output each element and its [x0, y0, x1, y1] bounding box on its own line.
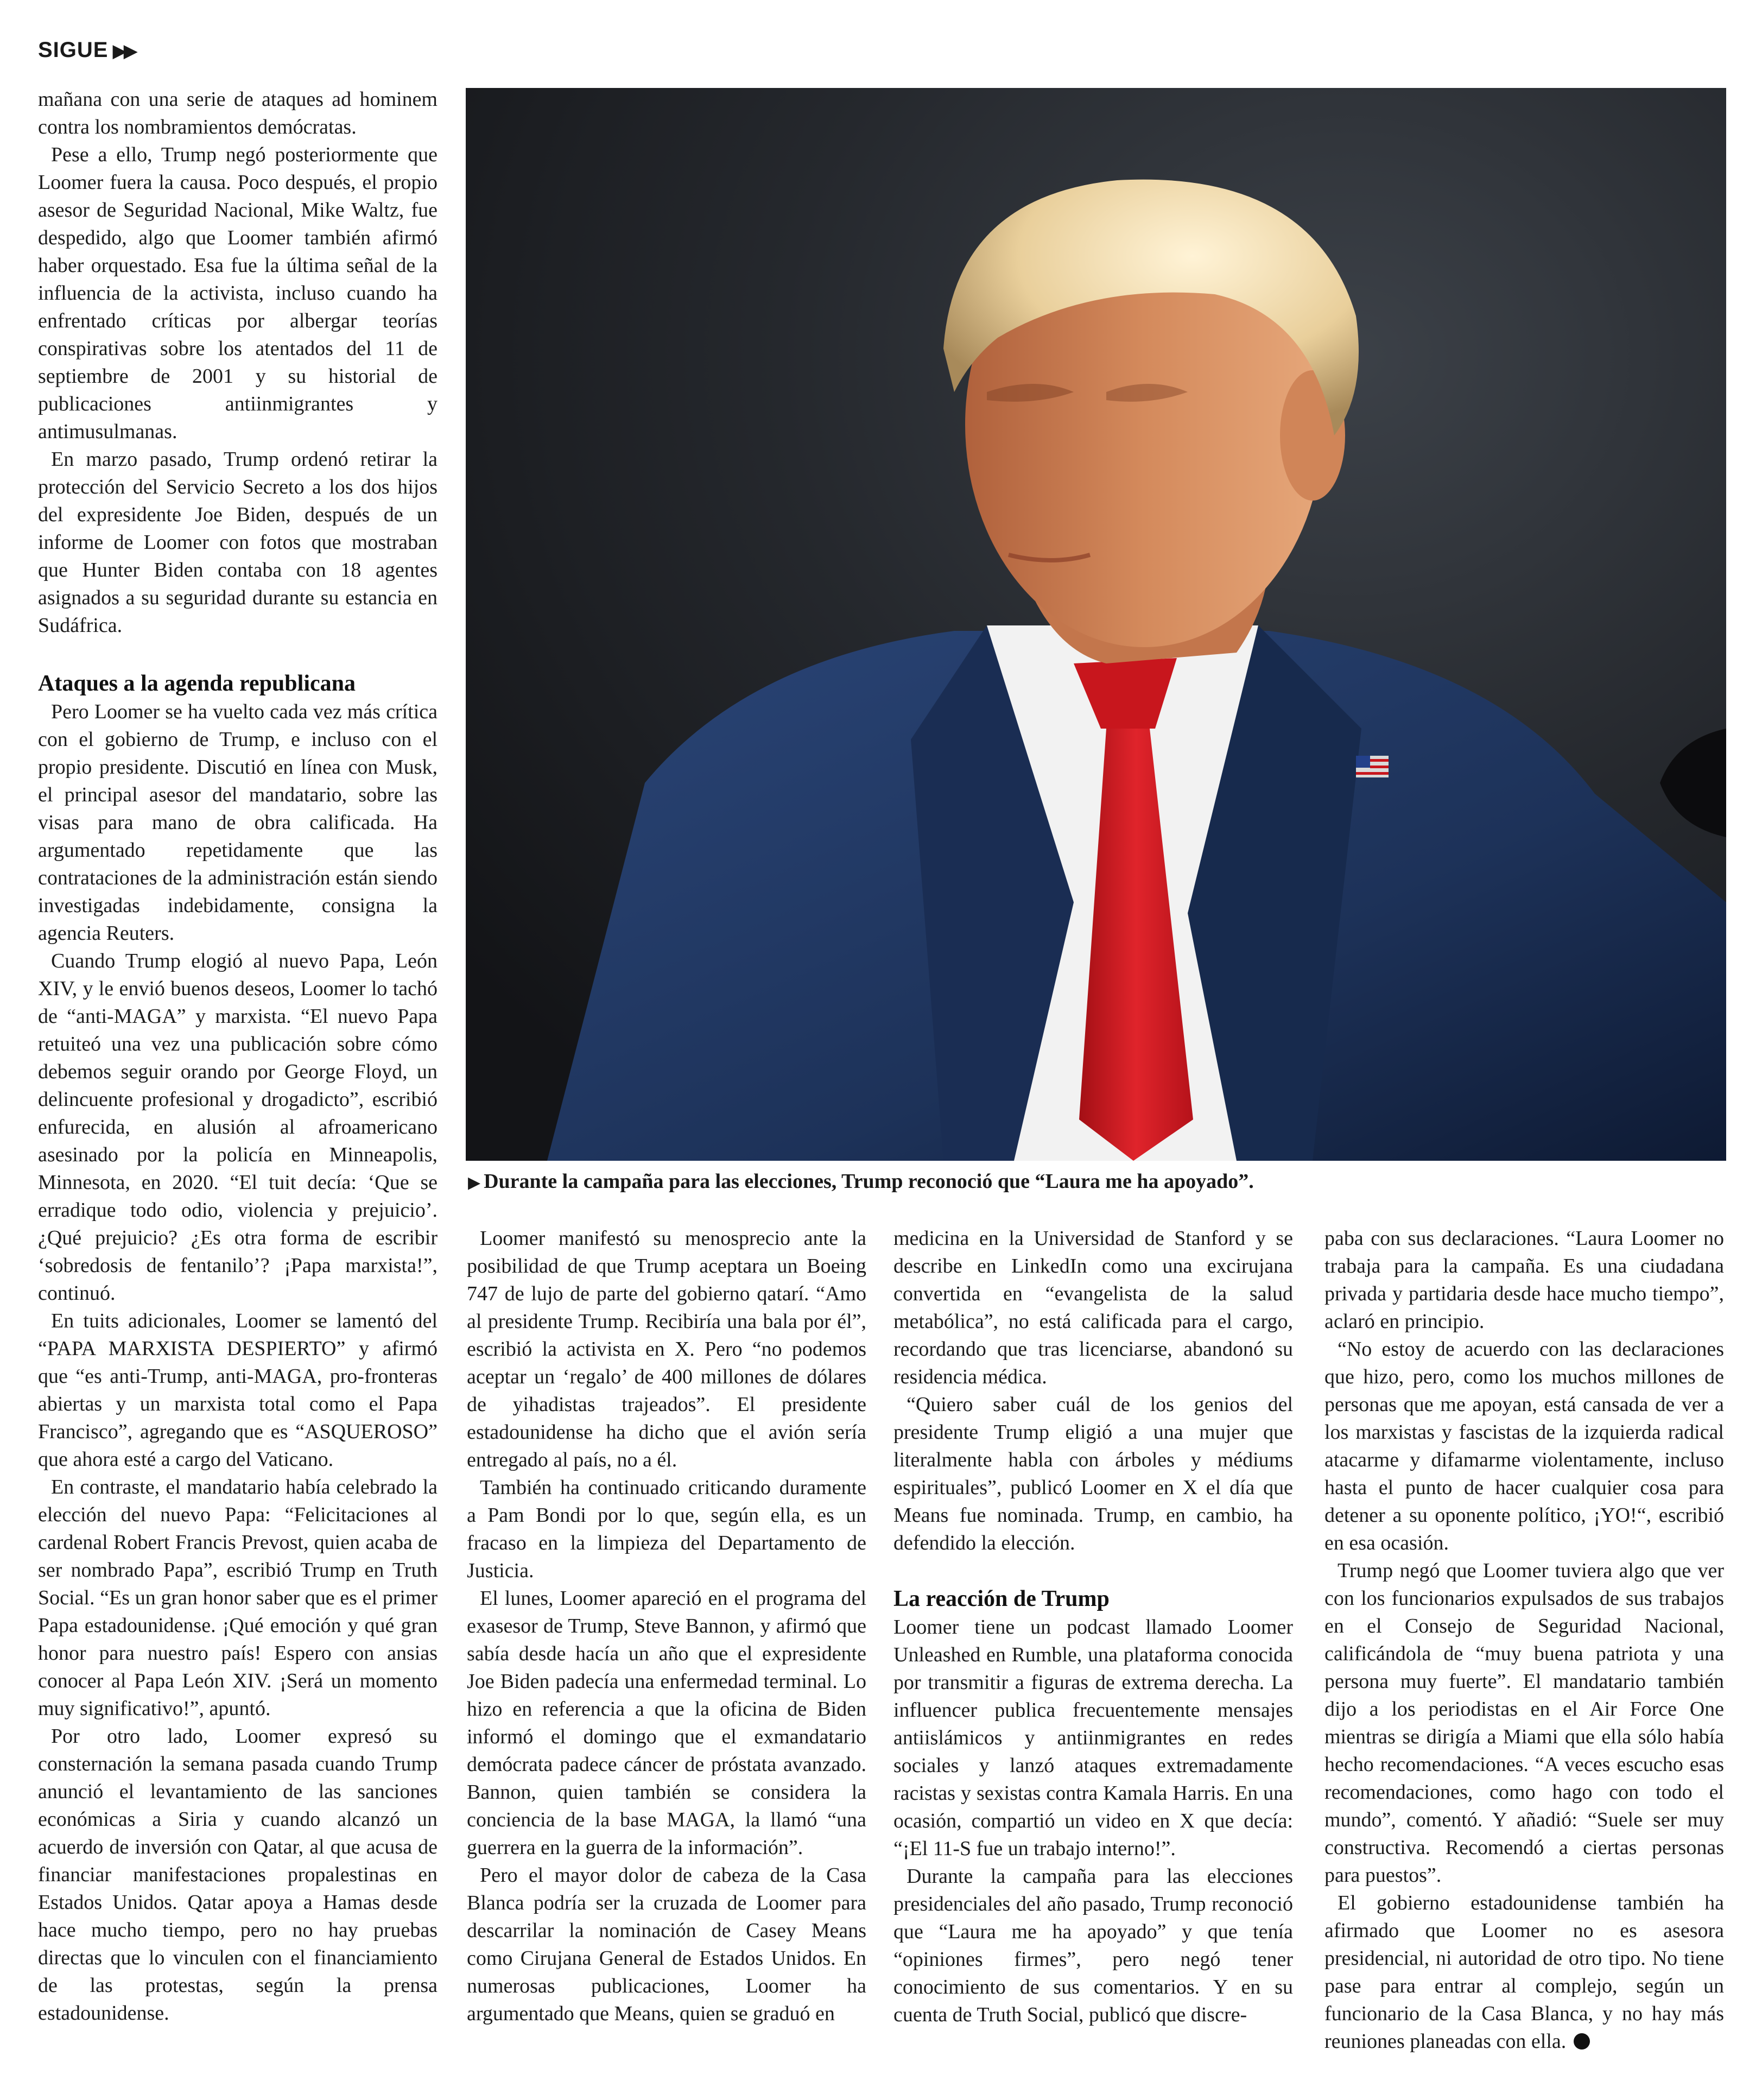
paragraph: Loomer tiene un podcast llamado Loomer Unleashed en Rumble, una plataforma conocida por transmitir a figuras de extrema derecha. La influencer publica frecuentemente mensajes antiislámicos y antiinmigrantes en redes sociales y lanzó ataques extremadamente racistas y sexistas contra Kamala Harris. En una ocasión, compartió un video en X que decía: “¡El 11-S fue un trabajo interno!”.: [893, 1616, 1293, 1860]
paragraph: Pese a ello, Trump negó posteriormente que Loomer fuera la causa. Poco después, el propio asesor de Seguridad Nacional, Mike Waltz, fue despedido, algo que Loomer también afirmó haber orquestado. Esa fue la última señal de la influencia de la activista, incluso cuando ha enfrentado críticas por albergar teorías conspirativas sobre los atentados del 11 de septiembre de 2001 y su historial de publicaciones antiinmigrantes y antimusulmanas.: [38, 143, 438, 443]
section-heading: Ataques a la agenda republicana: [38, 671, 356, 696]
caption-text: Durante la campaña para las elecciones, Trump reconoció que “Laura me ha apoyado”.: [484, 1170, 1254, 1193]
paragraph-text: El gobierno estadounidense también ha afirmado que Loomer no es asesora presidencial, ni autoridad de otro tipo. No tiene pase para entrar al complejo, según un funcionario de la Casa Blanca, y no hay más reuniones planeadas con ella.: [1324, 1892, 1724, 2053]
section-heading: La reacción de Trump: [893, 1586, 1110, 1611]
paragraph: Pero el mayor dolor de cabeza de la Casa Blanca podría ser la cruzada de Loomer para descarrilar la nominación de Casey Means como Cirujana General de Estados Unidos. En numerosas publicaciones, Loomer ha argumentado que Means, quien se graduó en: [467, 1864, 866, 2025]
article-column-4: [1324, 1225, 1724, 2055]
paragraph: Pero Loomer se ha vuelto cada vez más crítica con el gobierno de Trump, e incluso con el propio presidente. Discutió en línea con Musk, el principal asesor del mandatario, sobre las visas para mano de obra calificada. Ha argumentado repetidamente que las contrataciones de la administración están siendo investigadas indebidamente, consigna la agencia Reuters.: [38, 700, 438, 945]
paragraph: “No estoy de acuerdo con las declaraciones que hizo, pero, como los muchos millones de personas que me apoyan, está cansada de ver a los marxistas y fascistas de la izquierda radical atacarme y difamarme violentamente, incluso hasta el punto de hacer cualquier cosa para detener a su oponente político, ¡YO!“, escribió en esa ocasión.: [1324, 1338, 1724, 1554]
paragraph: “Quiero saber cuál de los genios del presidente Trump eligió a una mujer que literalmente habla con árboles y médiums espirituales”, publicó Loomer en X el día que Means fue nominada. Trump, en cambio, ha defendido la elección.: [893, 1393, 1293, 1554]
article-column-1: [38, 86, 438, 2027]
paragraph: El lunes, Loomer apareció en el programa del exasesor de Trump, Steve Bannon, y afirmó que sabía desde hacía un año que el expresidente Joe Biden padecía una enfermedad terminal. Lo hizo en referencia a que la oficina de Biden informó el domingo que el exmandatario demócrata padece cáncer de próstata avanzado. Bannon, quien también se considera la conciencia de la base MAGA, la llamó “una guerrera en la guerra de la información”.: [467, 1587, 866, 1859]
photo-caption: [468, 1168, 1726, 1196]
right-triangle-icon: ▶: [468, 1174, 481, 1192]
paragraph: Cuando Trump elogió al nuevo Papa, León XIV, y le envió buenos deseos, Loomer lo tachó de “anti-MAGA” y marxista. “El nuevo Papa retuiteó una vez una publicación sobre cómo debemos seguir orando por George Floyd, un delincuente profesional y drogadicto”, escribió enfurecida, en alusión al afroamericano asesinado por la policía en Minneapolis, Minnesota, en 2020. “El tuit decía: ‘Que se erradique todo odio, violencia y prejuicio’. ¿Qué prejuicio? ¿Es otra forma de escribir ‘sobredosis de fentanilo’? ¡Papa marxista!”, continuó.: [38, 950, 438, 1305]
paragraph: paba con sus declaraciones. “Laura Loomer no trabaja para la campaña. Es una ciudadana privada y partidaria desde hace mucho tiempo”, aclaró en principio.: [1324, 1227, 1724, 1333]
article-photo: [466, 88, 1726, 1161]
paragraph: En tuits adicionales, Loomer se lamentó del “PAPA MARXISTA DESPIERTO” y afirmó que “es anti-Trump, anti-MAGA, pro-fronteras abiertas y un marxista total como el Papa Francisco”, agregando que es “ASQUEROSO” que ahora esté a cargo del Vaticano.: [38, 1310, 438, 1471]
portrait-illustration: [466, 88, 1726, 1161]
continue-marker: [38, 38, 135, 62]
paragraph: Loomer manifestó su menosprecio ante la posibilidad de que Trump aceptara un Boeing 747 de lujo de parte del gobierno qatarí. “Amo al presidente Trump. Recibiría una bala por él”, escribió la activista en X. Pero “no podemos aceptar un ‘regalo’ de 400 millones de dólares de yihadistas trajeados”. El presidente estadounidense ha dicho que el avión sería entregado al país, no a él.: [467, 1227, 866, 1471]
end-of-article-dot-icon: [1574, 2033, 1590, 2050]
continue-label: SIGUE: [38, 38, 109, 62]
paragraph: [1324, 1889, 1724, 2055]
double-right-arrow-icon: ▶▶: [112, 41, 135, 61]
paragraph: medicina en la Universidad de Stanford y se describe en LinkedIn como una excirujana convertida en “evangelista de la salud metabólica”, no está calificada para el cargo, recordando que tras licenciarse, abandonó su residencia médica.: [893, 1227, 1293, 1388]
paragraph: En contraste, el mandatario había celebrado la elección del nuevo Papa: “Felicitaciones al cardenal Robert Francis Prevost, quien acaba de ser nombrado Papa”, escribió Trump en Truth Social. “Es un gran honor saber que es el primer Papa estadounidense. ¡Qué emoción y qué gran honor para nuestro país! Espero con ansias conocer al Papa León XIV. ¡Será un momento muy significativo!”, apuntó.: [38, 1476, 438, 1720]
paragraph: También ha continuado criticando duramente a Pam Bondi por lo que, según ella, es un fracaso en la limpieza del Departamento de Justicia.: [467, 1476, 866, 1582]
paragraph: Por otro lado, Loomer expresó su consternación la semana pasada cuando Trump anunció el levantamiento de las sanciones económicas a Siria y cuando alcanzó un acuerdo de inversión con Qatar, al que acusa de financiar manifestaciones propalestinas en Estados Unidos. Qatar apoya a Hamas desde hace mucho tiempo, pero no hay pruebas directas que lo vinculen con el financiamiento de las protestas, según la prensa estadounidense.: [38, 1725, 438, 2025]
paragraph: Trump negó que Loomer tuviera algo que ver con los funcionarios expulsados de sus trabajos en el Consejo de Seguridad Nacional, calificándola de “muy buena patriota y una persona muy fuerte”. El mandatario también dijo a los periodistas en el Air Force One mientras se dirigía a Miami que ella sólo había hecho recomendaciones. “A veces escucho esas recomendaciones, como hago con todo el mundo”, comentó. Y añadió: “Suele ser muy constructiva. Recomendó a ciertas personas para puestos”.: [1324, 1559, 1724, 1887]
paragraph: mañana con una serie de ataques ad hominem contra los nombramientos demócratas.: [38, 88, 438, 138]
article-column-2: [467, 1225, 866, 2028]
paragraph: Durante la campaña para las elecciones presidenciales del año pasado, Trump reconoció que “Laura me ha apoyado” y que tenía “opiniones firmes”, pero negó tener conocimiento de sus comentarios. Y en su cuenta de Truth Social, publicó que discre-: [893, 1865, 1293, 2026]
paragraph: En marzo pasado, Trump ordenó retirar la protección del Servicio Secreto a los dos hijos del expresidente Joe Biden, después de un informe de Loomer con fotos que mostraban que Hunter Biden contaba con 18 agentes asignados a su seguridad durante su estancia en Sudáfrica.: [38, 448, 438, 637]
article-column-3: [893, 1225, 1293, 2029]
